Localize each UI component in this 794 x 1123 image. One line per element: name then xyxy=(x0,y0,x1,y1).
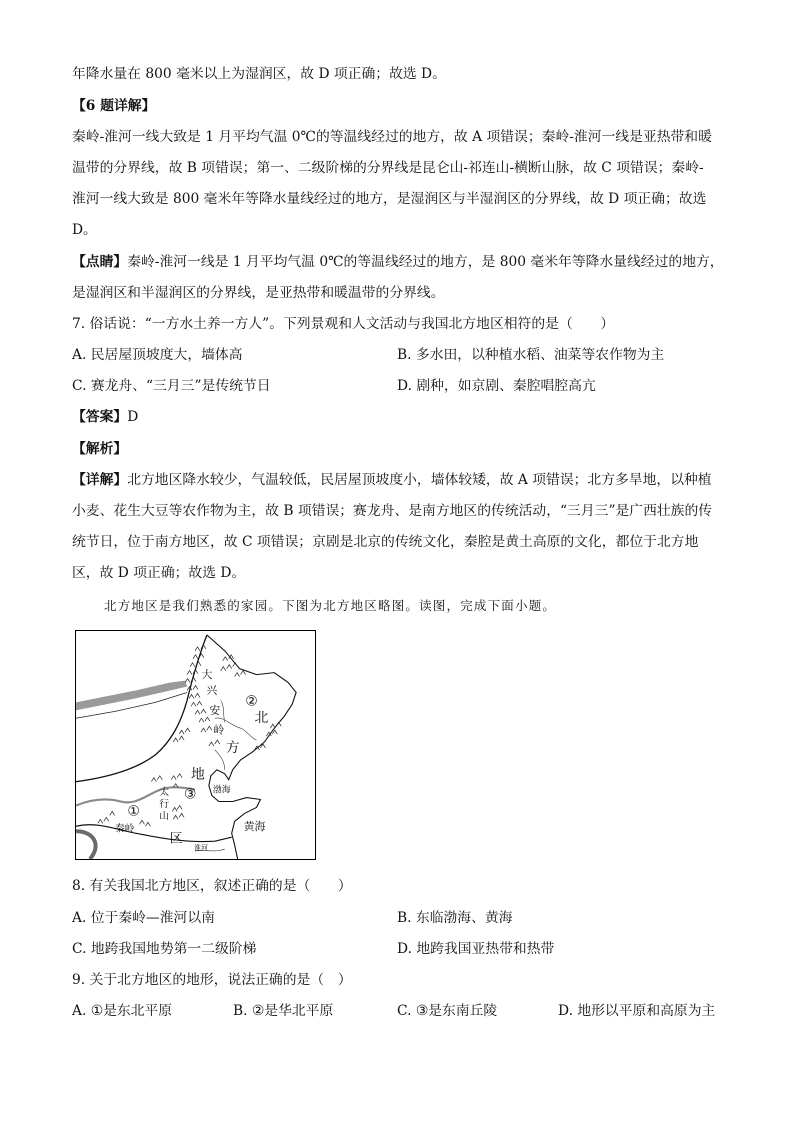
q7-detail-line: 统节日，位于南方地区，故 C 项错误；京剧是北京的传统文化，秦腔是黄土高原的文化，都位于北方地 xyxy=(72,534,699,551)
map-border-band xyxy=(76,681,187,711)
q8-stem: 8. 有关我国北方地区，叙述正确的是（ ） xyxy=(72,878,352,895)
q6-note-text: 秦岭-淮河一线是 1 月平均气温 0℃的等温线经过的地方，是 800 毫米年等降水量线经过的地方， xyxy=(127,253,724,270)
q9-options-row xyxy=(72,996,724,1027)
map-label-daxinganling-1: 大 xyxy=(201,668,213,682)
q6-note xyxy=(72,247,724,278)
q7-option-c: C. 赛龙舟、“三月三”是传统节日 xyxy=(72,378,271,395)
q7-options-row xyxy=(72,371,724,402)
q7-answer-label: 【答案】 xyxy=(72,409,128,426)
q7-answer-value: D xyxy=(127,409,139,426)
prev-detail-tail: 年降水量在 800 毫米以上为湿润区，故 D 项正确；故选 D。 xyxy=(72,66,446,83)
q6-detail-heading: 【6 题详解】 xyxy=(72,97,156,114)
q7-detail-label: 【详解】 xyxy=(72,471,128,488)
q7-analysis-label: 【解析】 xyxy=(72,440,128,457)
q9-option-b: B. ②是华北平原 xyxy=(233,1003,334,1020)
q7-detail-text: 北方地区降水较少，气温较低，民居屋顶坡度小，墙体较矮，故 A 项错误；北方多旱地，以种植 xyxy=(127,471,712,488)
q8-option-a: A. 位于秦岭—淮河以南 xyxy=(72,909,215,926)
q8-option-c: C. 地跨我国地势第一二级阶梯 xyxy=(72,940,257,957)
explanation-section xyxy=(72,59,724,620)
group-intro: 北方地区是我们熟悉的家园。下图为北方地区略图。读图，完成下面小题。 xyxy=(104,597,557,613)
map-label-region-di: 地 xyxy=(191,766,205,783)
q9-option-d: D. 地形以平原和高原为主 xyxy=(558,1003,716,1020)
north-region-map xyxy=(75,630,316,860)
q7-detail xyxy=(72,465,724,496)
q7-options-row xyxy=(72,340,724,371)
map-region-boundary xyxy=(76,635,207,782)
q6-detail-line: 秦岭-淮河一线大致是 1 月平均气温 0℃的等温线经过的地方，故 A 项错误；秦岭-淮河一线是亚热带和暖 xyxy=(72,128,712,145)
map-label-taihang-1: 太 xyxy=(159,787,170,799)
q9-stem: 9. 关于北方地区的地形，说法正确的是（ ） xyxy=(72,971,352,988)
map-label-huanghai: 黄海 xyxy=(243,819,266,833)
map-label-bohai: 渤海 xyxy=(212,785,231,796)
map-label-huaihe: 淮河 xyxy=(194,844,208,853)
map-label-daxinganling-2: 兴 xyxy=(206,683,218,697)
map-qinling-huaihe-line xyxy=(76,825,232,842)
q7-detail-line: 区，故 D 项正确；故选 D。 xyxy=(72,565,246,582)
map-drawing xyxy=(76,631,315,859)
q9-option-c: C. ③是东南丘陵 xyxy=(397,1003,498,1020)
map-label-region-bei: 北 xyxy=(254,710,269,727)
q6-detail-line: 温带的分界线，故 B 项错误；第一、二级阶梯的分界线是昆仑山-祁连山-横断山脉，故 C 项错误；秦岭- xyxy=(72,159,704,176)
q8-option-d: D. 地跨我国亚热带和热带 xyxy=(397,940,555,957)
map-label-daxinganling-3: 安 xyxy=(209,703,221,717)
map-label-taihang-3: 山 xyxy=(159,810,170,822)
map-marker-3: ③ xyxy=(183,786,197,803)
q8-option-b: B. 东临渤海、黄海 xyxy=(397,909,513,926)
q6-detail-line: 淮河一线大致是 800 毫米年等降水量线经过的地方，是湿润区与半湿润区的分界线，故 D 项正确；故选 xyxy=(72,191,707,208)
q7-detail-line: 小麦、花生大豆等农作物为主，故 B 项错误；赛龙舟、是南方地区的传统活动，“三月三”是广西壮族的传 xyxy=(72,503,713,520)
q6-note-line: 是湿润区和半湿润区的分界线，是亚热带和暖温带的分界线。 xyxy=(72,284,445,301)
map-label-taihang-2: 行 xyxy=(159,798,170,810)
q6-detail-line: D。 xyxy=(72,222,97,239)
map-label-region-qu: 区 xyxy=(169,831,183,847)
q7-option-a: A. 民居屋顶坡度大，墙体高 xyxy=(72,347,243,364)
map-basin-edge xyxy=(76,831,96,859)
q8-options-row xyxy=(72,903,724,934)
map-river xyxy=(215,750,225,770)
q7-option-d: D. 剧种，如京剧、秦腔唱腔高亢 xyxy=(397,378,596,395)
q9-option-a: A. ①是东北平原 xyxy=(72,1003,173,1020)
q8-options-row xyxy=(72,934,724,965)
map-label-region-fang: 方 xyxy=(225,739,240,756)
questions-section xyxy=(72,871,724,1027)
map-label-qinling: 秦岭 xyxy=(114,823,135,835)
map-marker-2: ② xyxy=(245,693,258,710)
map-label-daxinganling-4: 岭 xyxy=(213,723,225,737)
q7-stem: 7. 俗话说：“一方水土养一方人”。下列景观和人文活动与我国北方地区相符的是（ ） xyxy=(72,315,615,332)
q6-note-label: 【点睛】 xyxy=(72,253,128,270)
q7-option-b: B. 多水田，以种植水稻、油菜等农作物为主 xyxy=(397,347,665,364)
q7-answer xyxy=(72,402,724,433)
map-marker-1: ① xyxy=(127,803,140,820)
